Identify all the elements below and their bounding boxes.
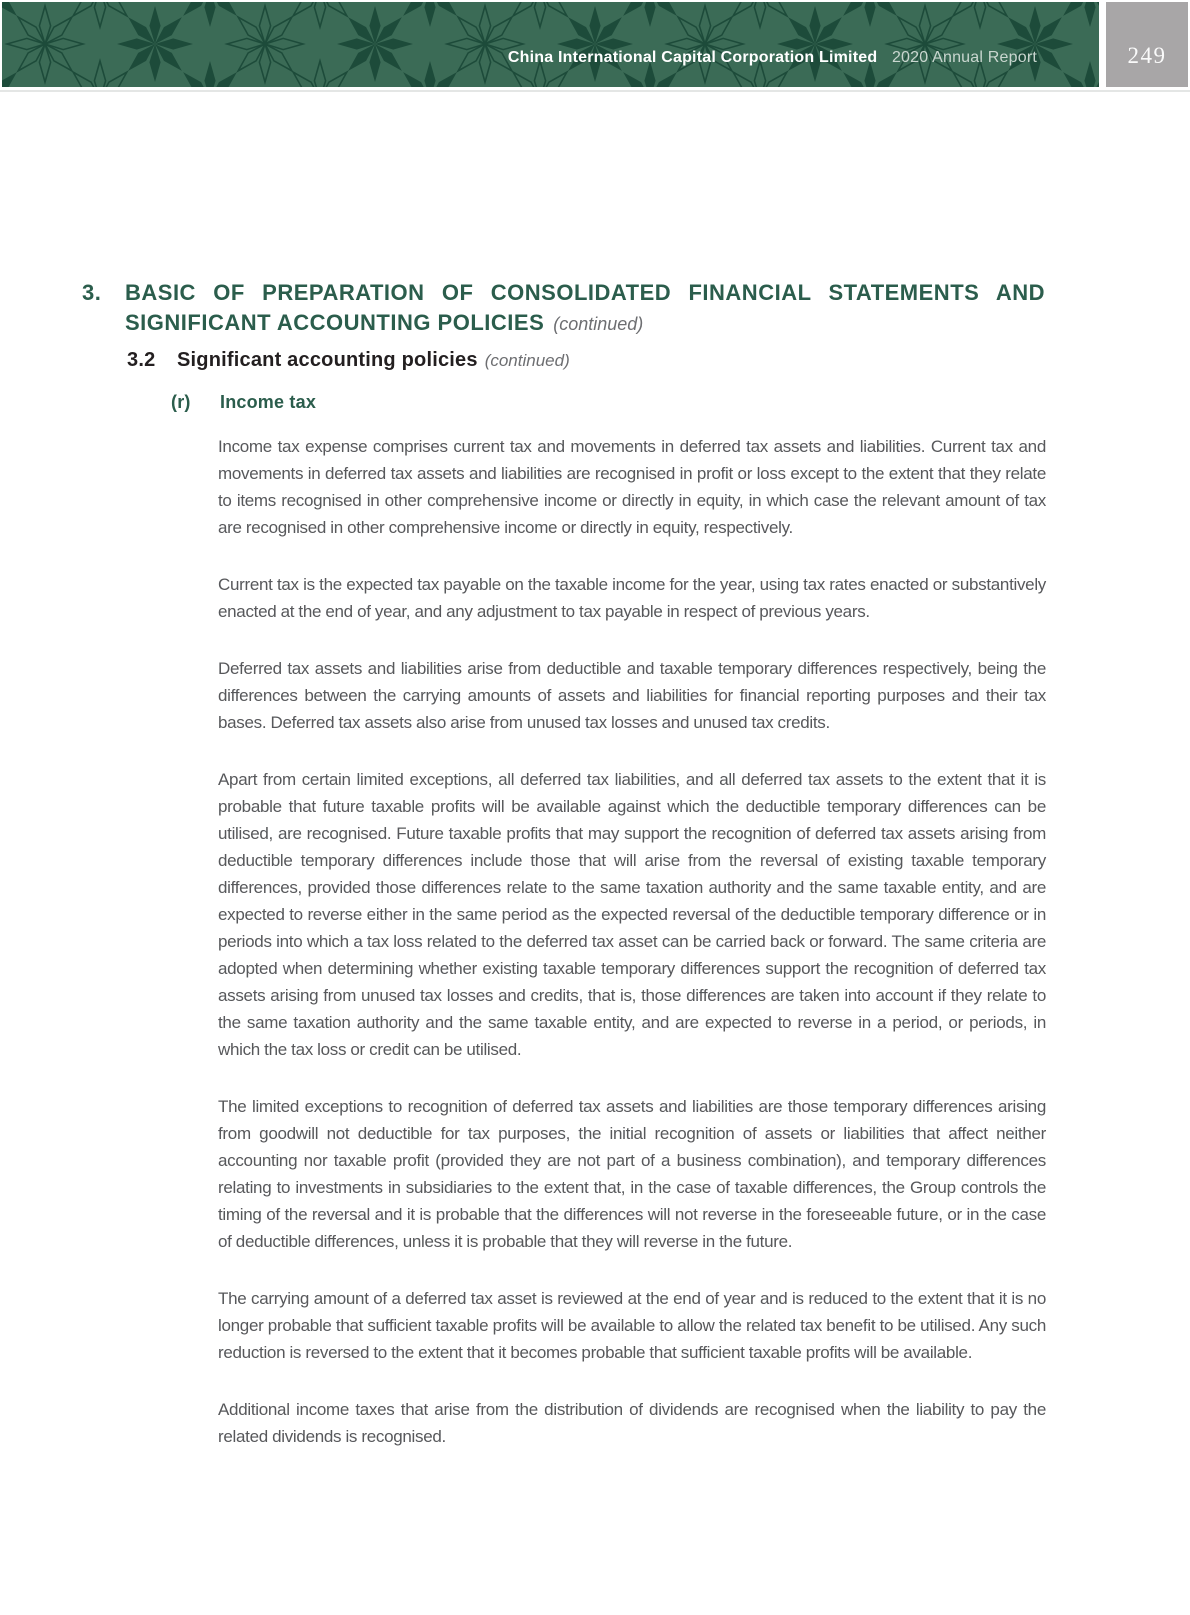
page-header-band bbox=[2, 2, 1099, 87]
paragraph: Apart from certain limited exceptions, all deferred tax liabilities, and all deferred tax assets to the extent that it is probable that future taxable profits will be available against which the deductible temporary differences can be utilised, are recognised. Future taxable profits that may support the recognition of deferred tax assets arising from deductible temporary differences include those that will arise from the reversal of existing taxable temporary differences, provided those differences relate to the same taxation authority and the same taxable entity, and are expected to reverse either in the same period as the expected reversal of the deductible temporary difference or in periods into which a tax loss related to the deferred tax asset can be carried back or forward. The same criteria are adopted when determining whether existing taxable temporary differences support the recognition of deferred tax assets arising from unused tax losses and credits, that is, those differences are taken into account if they relate to the same taxation authority and the same taxable entity, and are expected to reverse in a period, or periods, in which the tax loss or credit can be utilised. bbox=[218, 770, 1046, 1059]
subsection-title: Significant accounting policies bbox=[177, 349, 478, 371]
subsection-continued-label: (continued) bbox=[484, 351, 570, 370]
subsection-number: 3.2 bbox=[127, 349, 156, 371]
header-divider bbox=[0, 90, 1190, 92]
item-title: Income tax bbox=[220, 392, 317, 412]
section-title-line2 bbox=[125, 308, 1045, 339]
paragraph: Deferred tax assets and liabilities arise from deductible and taxable temporary differences respectively, being the differences between the carrying amounts of assets and liabilities for financial reporting purposes and their tax bases. Deferred tax assets also arise from unused tax losses and unused tax credits. bbox=[218, 659, 1046, 732]
section-title-line2-text: SIGNIFICANT ACCOUNTING POLICIES bbox=[125, 310, 545, 335]
page-number: 249 bbox=[1127, 42, 1167, 68]
asanoha-pattern-icon bbox=[2, 2, 1099, 87]
section-number: 3. bbox=[82, 280, 102, 305]
paragraph: Additional income taxes that arise from the distribution of dividends are recognised when the liability to pay the related dividends is recognised. bbox=[218, 1400, 1046, 1446]
paragraph: Income tax expense comprises current tax and movements in deferred tax assets and liabilities. Current tax and movements in deferred tax assets and liabilities are recognised in profit or loss except to the extent that they relate to items recognised in other comprehensive income or directly in equity, in which case the relevant amount of tax are recognised in other comprehensive income or directly in equity, respectively. bbox=[218, 437, 1046, 537]
paragraph: The limited exceptions to recognition of deferred tax assets and liabilities are those temporary differences arising from goodwill not deductible for tax purposes, the initial recognition of assets or liabilities that affect neither accounting nor taxable profit (provided they are not part of a business combination), and temporary differences relating to investments in subsidiaries to the extent that, in the case of taxable differences, the Group controls the timing of the reversal and it is probable that the differences will not reverse in the foreseeable future, or in the case of deductible differences, unless it is probable that they will reverse in the future. bbox=[218, 1097, 1046, 1251]
header-title bbox=[508, 49, 1037, 67]
page-number-box bbox=[1106, 2, 1188, 87]
section-title-line1: BASIC OF PREPARATION OF CONSOLIDATED FINANCIAL STATEMENTS AND bbox=[125, 280, 1045, 305]
report-title: 2020 Annual Report bbox=[891, 49, 1037, 66]
subsection-heading bbox=[127, 348, 1047, 374]
paragraph: Current tax is the expected tax payable on the taxable income for the year, using tax rates enacted or substantively enacted at the end of year, and any adjustment to tax payable in respect of previous years. bbox=[218, 575, 1046, 621]
section-heading bbox=[125, 278, 1045, 339]
section-continued-label: (continued) bbox=[553, 314, 644, 334]
paragraph: The carrying amount of a deferred tax asset is reviewed at the end of year and is reduced to the extent that it is no longer probable that sufficient taxable profits will be available to allow the related tax benefit to be utilised. Any such reduction is reversed to the extent that it becomes probable that sufficient taxable profits will be available. bbox=[218, 1289, 1046, 1362]
company-name: China International Capital Corporation Limited bbox=[507, 49, 878, 66]
item-heading bbox=[171, 391, 1047, 415]
body-text bbox=[218, 433, 1046, 1480]
item-label: (r) bbox=[171, 392, 191, 412]
